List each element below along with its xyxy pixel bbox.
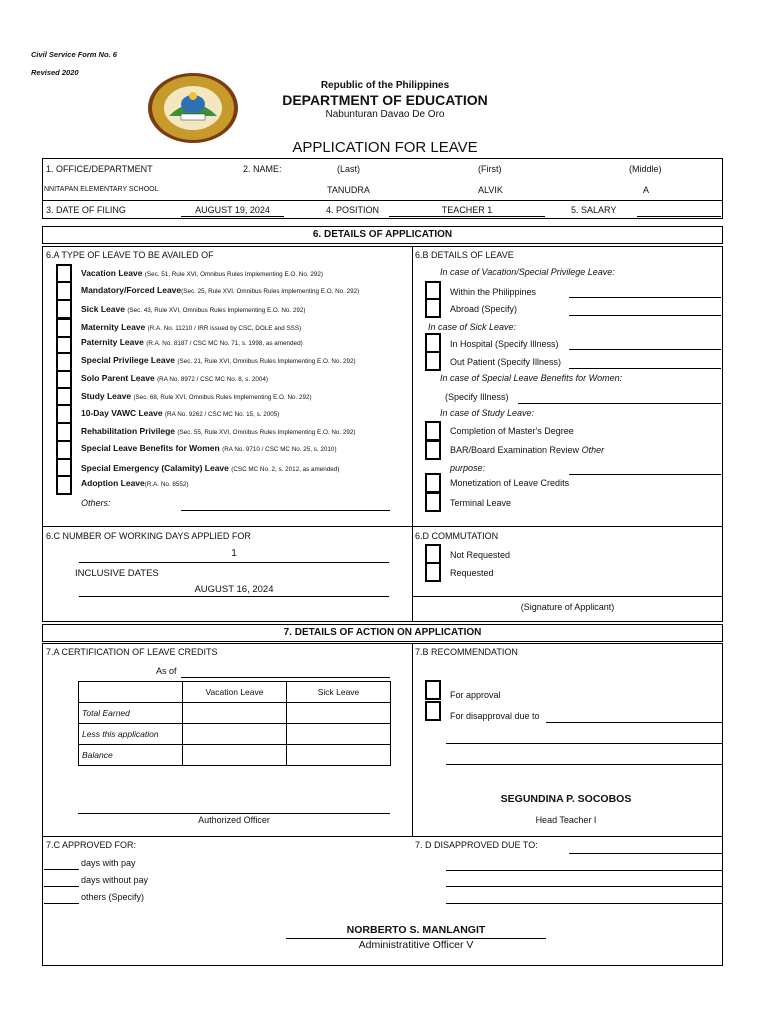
out-patient-label: Out Patient (Specify Illness) — [450, 357, 562, 367]
date-filing-value[interactable]: AUGUST 19, 2024 — [195, 205, 270, 215]
position-underline — [389, 216, 545, 217]
section7-mid-divider — [42, 836, 723, 837]
bar-review-label: BAR/Board Examination Review Other — [450, 445, 605, 455]
inclusive-dates-label: INCLUSIVE DATES — [75, 568, 159, 579]
republic-line: Republic of the Philippines — [320, 80, 450, 91]
disapproved-line-3[interactable] — [446, 886, 722, 887]
cell-less-sick[interactable] — [287, 724, 391, 745]
disapproval-line-1[interactable] — [546, 722, 722, 723]
checkbox-out-patient[interactable] — [425, 351, 441, 371]
days-without-pay-line[interactable] — [44, 886, 79, 887]
leave-sick: Sick Leave (Sec. 43, Rule XVI, Omnibus Rules Implementing E.O. No. 292) — [81, 304, 306, 314]
authorized-officer-label: Authorized Officer — [198, 815, 270, 825]
head-teacher-name: SEGUNDINA P. SOCOBOS — [500, 793, 632, 805]
table-row — [79, 703, 391, 724]
disapproved-line-4[interactable] — [446, 903, 722, 904]
checkbox-for-approval[interactable] — [425, 680, 441, 700]
authorized-officer-line — [78, 813, 390, 814]
for-approval-label: For approval — [450, 690, 501, 700]
inclusive-dates-value[interactable]: AUGUST 16, 2024 — [194, 584, 274, 595]
divider — [42, 200, 723, 201]
not-requested-label: Not Requested — [450, 550, 511, 560]
officer-name: NORBERTO S. MANLANGIT — [346, 924, 486, 936]
col-vacation-leave: Vacation Leave — [183, 682, 287, 703]
name-label: 2. NAME: — [243, 164, 282, 174]
table-row — [79, 745, 391, 766]
section7-title: 7. DETAILS OF ACTION ON APPLICATION — [283, 627, 482, 638]
terminal-label: Terminal Leave — [450, 498, 512, 508]
others-underline[interactable] — [181, 510, 390, 511]
salary-label: 5. SALARY — [571, 205, 617, 215]
leave-paternity: Paternity Leave (R.A. No. 8187 / CSC MC No. 71, s. 1998, as amended) — [81, 337, 303, 347]
working-days-title: 6.C NUMBER OF WORKING DAYS APPLIED FOR — [46, 531, 251, 541]
purpose-line[interactable] — [569, 474, 721, 475]
last-name-label: (Last) — [337, 164, 361, 174]
requested-label: Requested — [450, 568, 494, 578]
specify-illness-label: (Specify Illness) — [445, 392, 509, 402]
type-of-leave-title: 6.A TYPE OF LEAVE TO BE AVAILED OF — [46, 250, 214, 260]
signature-line[interactable] — [412, 596, 723, 597]
masters-label: Completion of Master's Degree — [450, 426, 574, 436]
row-label-less-this-application: Less this application — [79, 724, 183, 745]
deped-seal-logo — [147, 72, 239, 144]
days-with-pay-label: days with pay — [81, 858, 136, 868]
leave-women: Special Leave Benefits for Women (RA No. 9710 / CSC MC No. 25, s. 2010) — [81, 443, 337, 453]
position-label: 4. POSITION — [326, 205, 380, 215]
leave-adoption: Adoption Leave(R.A. No. 8552) — [81, 478, 189, 488]
signature-label: (Signature of Applicant) — [520, 602, 615, 612]
middle-name-value[interactable]: A — [643, 185, 650, 195]
middle-name-label: (Middle) — [629, 164, 662, 174]
leave-rehabilitation: Rehabilitation Privilege (Sec. 55, Rule XVI, Omnibus Rules Implementing E.O. No. 292) — [81, 426, 356, 436]
table-row — [79, 724, 391, 745]
form-revised: Revised 2020 — [31, 68, 79, 77]
last-name-value[interactable]: TANUDRA — [327, 185, 370, 195]
within-ph-label: Within the Philippines — [450, 287, 537, 297]
checkbox-rehabilitation[interactable] — [56, 422, 72, 442]
working-days-line — [79, 562, 389, 563]
form-number: Civil Service Form No. 6 — [31, 50, 117, 59]
checkbox-terminal[interactable] — [425, 492, 441, 512]
days-without-pay-label: days without pay — [81, 875, 149, 885]
cell-total-earned-vacation[interactable] — [183, 703, 287, 724]
study-case-label: In case of Study Leave: — [440, 408, 535, 418]
date-filing-label: 3. DATE OF FILING — [46, 205, 126, 215]
sick-case-label: In case of Sick Leave: — [428, 322, 517, 332]
others-label: Others: — [81, 498, 111, 508]
certification-title: 7.A CERTIFICATION OF LEAVE CREDITS — [46, 647, 218, 657]
checkbox-mandatory[interactable] — [56, 281, 72, 301]
department-location: Nabunturan Davao De Oro — [325, 109, 445, 120]
section7-divider — [412, 643, 413, 837]
abroad-label: Abroad (Specify) — [450, 304, 518, 314]
section6-mid-divider — [42, 526, 723, 527]
cell-balance-sick[interactable] — [287, 745, 391, 766]
department-name: DEPARTMENT OF EDUCATION — [282, 92, 488, 108]
cell-less-vacation[interactable] — [183, 724, 287, 745]
leave-special-privilege: Special Privilege Leave (Sec. 21, Rule XVI, Omnibus Rules Implementing E.O. No. 292) — [81, 355, 356, 365]
checkbox-bar-review[interactable] — [425, 440, 441, 460]
checkbox-requested[interactable] — [425, 562, 441, 582]
cell-balance-vacation[interactable] — [183, 745, 287, 766]
vacation-case-label: In case of Vacation/Special Privilege Leave: — [440, 267, 615, 277]
abroad-line[interactable] — [569, 315, 721, 316]
monetization-label: Monetization of Leave Credits — [450, 478, 570, 488]
others-specify-line[interactable] — [44, 903, 79, 904]
col-sick-leave: Sick Leave — [287, 682, 391, 703]
position-value[interactable]: TEACHER 1 — [441, 205, 493, 215]
disapproved-line-2[interactable] — [446, 870, 722, 871]
checkbox-abroad[interactable] — [425, 298, 441, 318]
first-name-value[interactable]: ALVIK — [478, 185, 503, 195]
within-ph-line[interactable] — [569, 297, 721, 298]
checkbox-sick[interactable] — [56, 299, 72, 319]
checkbox-maternity[interactable] — [56, 318, 72, 338]
form-title: APPLICATION FOR LEAVE — [292, 139, 478, 156]
table-header-row — [79, 682, 391, 703]
as-of-line[interactable] — [181, 677, 390, 678]
date-filing-underline — [181, 216, 284, 217]
recommendation-title: 7.B RECOMMENDATION — [415, 647, 518, 657]
table-corner-cell — [79, 682, 183, 703]
office-label: 1. OFFICE/DEPARTMENT — [46, 164, 153, 174]
checkbox-adoption[interactable] — [56, 475, 72, 495]
leave-vawc: 10-Day VAWC Leave (RA No. 9262 / CSC MC No. 15, s. 2005) — [81, 408, 280, 418]
out-patient-line[interactable] — [569, 368, 721, 369]
salary-underline — [637, 216, 721, 217]
checkbox-in-hospital[interactable] — [425, 333, 441, 353]
checkbox-for-disapproval[interactable] — [425, 701, 441, 721]
section6-divider — [412, 246, 413, 622]
leave-solo-parent: Solo Parent Leave (RA No. 8972 / CSC MC No. 8, s. 2004) — [81, 373, 269, 383]
women-illness-line[interactable] — [518, 403, 721, 404]
working-days-value[interactable]: 1 — [231, 548, 237, 559]
disapproved-line-1[interactable] — [569, 853, 722, 854]
row-label-total-earned: Total Earned — [79, 703, 183, 724]
checkbox-women[interactable] — [56, 440, 72, 460]
for-disapproval-label: For disapproval due to — [450, 711, 540, 721]
others-specify-label: others (Specify) — [81, 892, 145, 902]
section6-title: 6. DETAILS OF APPLICATION — [312, 229, 453, 240]
in-hospital-line[interactable] — [569, 349, 721, 350]
first-name-label: (First) — [478, 164, 502, 174]
cell-total-earned-sick[interactable] — [287, 703, 391, 724]
as-of-label: As of — [156, 666, 177, 676]
checkbox-not-requested[interactable] — [425, 544, 441, 564]
checkbox-monetization[interactable] — [425, 473, 441, 493]
head-teacher-title: Head Teacher I — [535, 815, 597, 825]
leave-study: Study Leave (Sec. 68, Rule XVI, Omnibus Rules Implementing E.O. No. 292) — [81, 391, 312, 401]
checkbox-special-privilege[interactable] — [56, 352, 72, 372]
office-value[interactable]: NNITAPAN ELEMENTARY SCHOOL — [44, 186, 159, 193]
women-case-label: In case of Special Leave Benefits for Women: — [440, 373, 623, 383]
purpose-label: purpose: — [450, 463, 486, 473]
checkbox-vawc[interactable] — [56, 404, 72, 424]
leave-credits-table — [78, 681, 391, 766]
disapproval-line-3[interactable] — [446, 764, 722, 765]
commutation-title: 6.D COMMUTATION — [415, 531, 499, 541]
inclusive-dates-line — [79, 596, 389, 597]
leave-maternity: Maternity Leave (R.A. No. 11210 / IRR issued by CSC, DOLE and SSS) — [81, 322, 302, 332]
leave-calamity: Special Emergency (Calamity) Leave (CSC MC No. 2, s. 2012, as amended) — [81, 463, 340, 473]
officer-title: Administratitive Officer V — [358, 939, 474, 951]
row-label-balance: Balance — [79, 745, 183, 766]
days-with-pay-line[interactable] — [44, 869, 79, 870]
in-hospital-label: In Hospital (Specify Illness) — [450, 339, 559, 349]
leave-vacation: Vacation Leave (Sec. 51, Rule XVI, Omnibus Rules Implementing E.O. No. 292) — [81, 268, 323, 278]
details-of-leave-title: 6.B DETAILS OF LEAVE — [415, 250, 514, 260]
approved-for-title: 7.C APPROVED FOR: — [46, 840, 137, 850]
checkbox-masters[interactable] — [425, 421, 441, 441]
disapproval-line-2[interactable] — [446, 743, 722, 744]
disapproved-due-title: 7. D DISAPPROVED DUE TO: — [415, 840, 538, 850]
leave-mandatory: Mandatory/Forced Leave(Sec. 25, Rule XVI, Omnibus Rules Implementing E.O. No. 292) — [81, 285, 360, 295]
